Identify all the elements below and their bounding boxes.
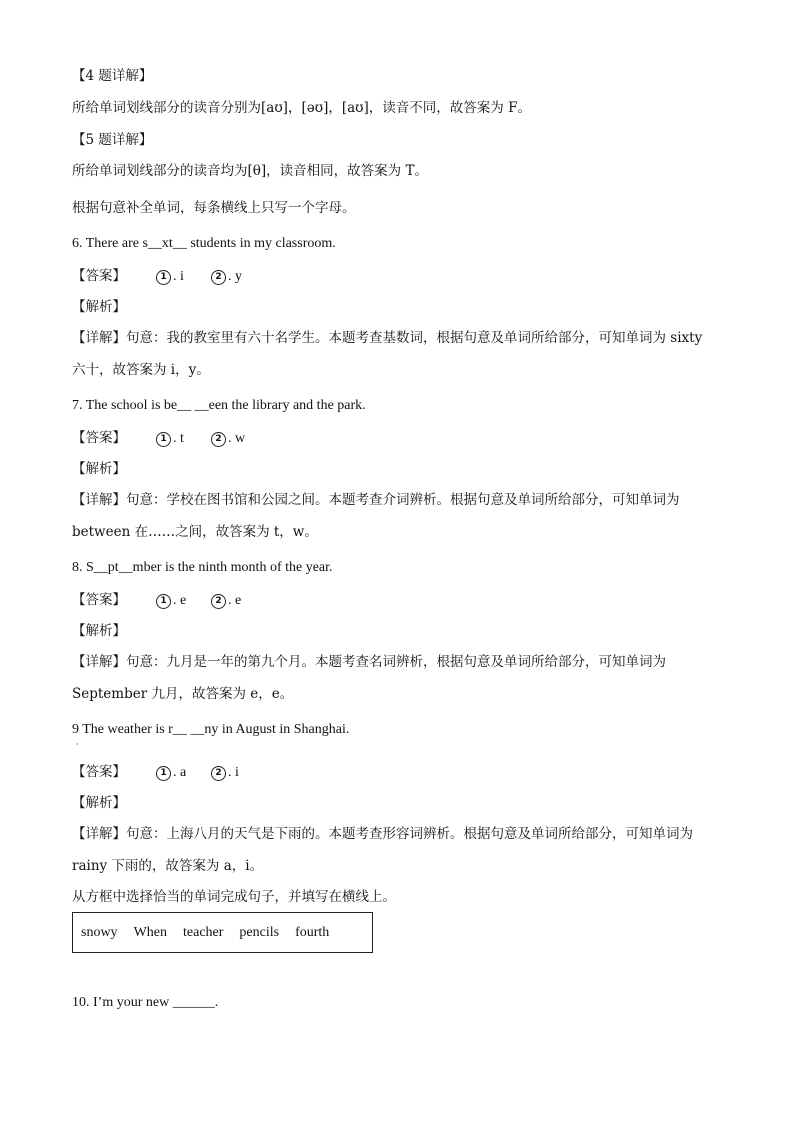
circled-number: 1 — [156, 432, 171, 447]
circled-number: 1 — [156, 270, 171, 285]
answer-row-q7 — [72, 429, 266, 448]
analysis-label-q6: 【解析】 — [72, 299, 126, 315]
stray-dot: · — [76, 740, 79, 749]
word-option: teacher — [183, 924, 224, 940]
word-option: snowy — [81, 924, 118, 940]
section-instruction: 根据句意补全单词，每条横线上只写一个字母。 — [72, 200, 356, 216]
question-10: 10. I’m your new ______. — [72, 995, 219, 1010]
circled-number: 2 — [211, 594, 226, 609]
word-option: fourth — [295, 924, 330, 940]
section-heading-q5: 【5 题详解】 — [72, 132, 153, 148]
detail-q7-line2: between 在……之间，故答案为 t，w。 — [72, 524, 318, 540]
circled-number: 2 — [211, 432, 226, 447]
detail-q6-line1: 【详解】句意：我的教室里有六十名学生。本题考查基数词，根据句意及单词所给部分，可知单词为 sixty — [72, 330, 703, 346]
answer-label: 【答案】 — [72, 592, 126, 608]
answer-label: 【答案】 — [72, 764, 126, 780]
section-heading-q4: 【4 题详解】 — [72, 68, 153, 84]
circled-number: 1 — [156, 766, 171, 781]
word-option: When — [133, 924, 167, 940]
circled-number: 2 — [211, 766, 226, 781]
answer-value: . w — [228, 431, 246, 446]
word-box — [72, 912, 373, 953]
detail-q8-line1: 【详解】句意：九月是一年的第九个月。本题考查名词辨析，根据句意及单词所给部分，可知单词为 — [72, 654, 666, 670]
answer-value: . y — [228, 269, 242, 284]
analysis-label-q7: 【解析】 — [72, 461, 126, 477]
detail-q6-line2: 六十，故答案为 i，y。 — [72, 362, 210, 378]
answer-label: 【答案】 — [72, 268, 126, 284]
question-9: 9 The weather is r__ __ny in August in Shanghai. — [72, 722, 350, 737]
answer-value: . t — [173, 431, 184, 446]
question-7: 7. The school is be__ __een the library and the park. — [72, 398, 366, 413]
analysis-label-q8: 【解析】 — [72, 623, 126, 639]
answer-label: 【答案】 — [72, 430, 126, 446]
circled-number: 2 — [211, 270, 226, 285]
explanation-q4: 所给单词划线部分的读音分别为[aʊ]，[əʊ]，[aʊ]，读音不同，故答案为 F。 — [72, 100, 531, 116]
detail-q8-line2: September 九月，故答案为 e，e。 — [72, 686, 294, 702]
circled-number: 1 — [156, 594, 171, 609]
detail-q9-line2: rainy 下雨的，故答案为 a，i。 — [72, 858, 264, 874]
answer-row-q6 — [72, 267, 266, 286]
explanation-q5: 所给单词划线部分的读音均为[θ]，读音相同，故答案为 T。 — [72, 163, 428, 179]
answer-value: . a — [173, 765, 187, 780]
question-8: 8. S__pt__mber is the ninth month of the year. — [72, 560, 333, 575]
answer-value: . i — [173, 269, 184, 284]
detail-q7-line1: 【详解】句意：学校在图书馆和公园之间。本题考查介词辨析。根据句意及单词所给部分，可知单词为 — [72, 492, 680, 508]
answer-row-q9 — [72, 763, 266, 782]
answer-value: . e — [228, 593, 242, 608]
answer-value: . e — [173, 593, 187, 608]
answer-row-q8 — [72, 591, 266, 610]
word-option: pencils — [239, 924, 280, 940]
detail-q9-line1: 【详解】句意：上海八月的天气是下雨的。本题考查形容词辨析。根据句意及单词所给部分，可知单词为 — [72, 826, 693, 842]
answer-value: . i — [228, 765, 239, 780]
section-instruction-word-box: 从方框中选择恰当的单词完成句子，并填写在横线上。 — [72, 889, 396, 905]
question-6: 6. There are s__xt__ students in my classroom. — [72, 236, 336, 251]
analysis-label-q9: 【解析】 — [72, 795, 126, 811]
